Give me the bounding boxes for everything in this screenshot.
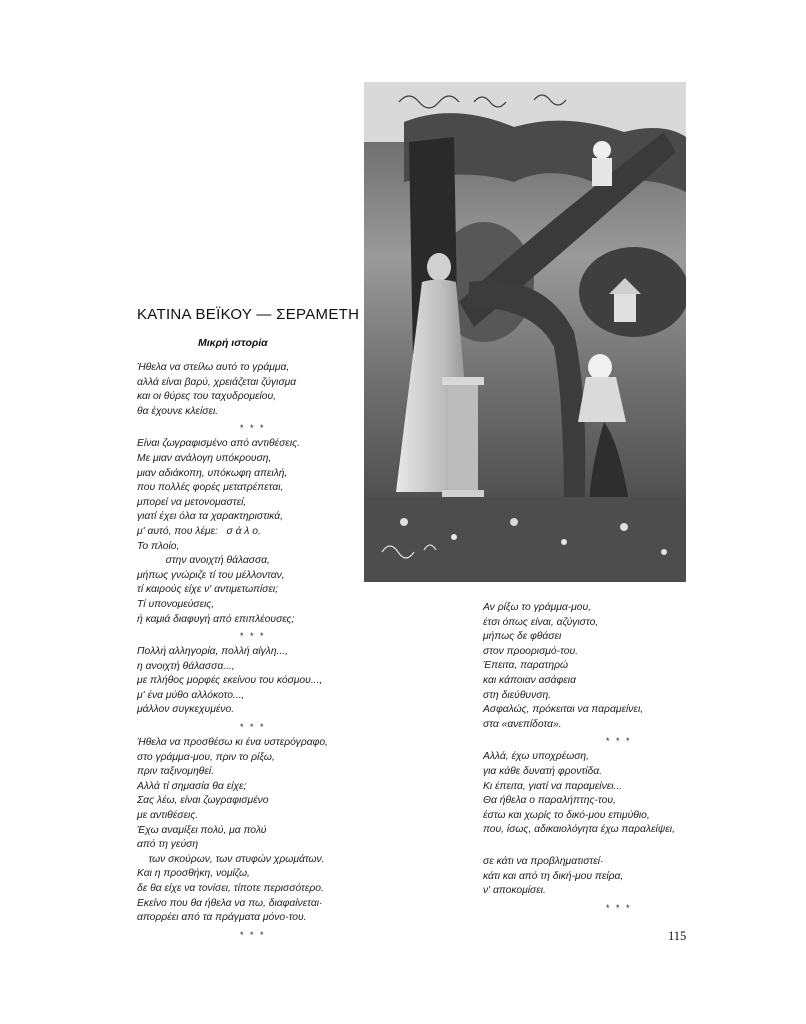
poem-line: και οι θύρες του ταχυδρομείου, <box>137 391 277 403</box>
poem-line: Ήθελα να προσθέσω κι ένα υστερόγραφο, <box>137 737 328 749</box>
poem-line: Έχω αναμίξει πολύ, μα πολύ <box>137 824 267 836</box>
poem-line: Πολλή αλληγορία, πολλή αίγλη..., <box>137 646 289 658</box>
poem-line: στη διεύθυνση. <box>483 689 552 701</box>
poem-line: Με μιαν ανάλογη υπόκρουση, <box>137 452 272 464</box>
vintage-postcard-illustration <box>364 82 686 582</box>
poem-line: Το πλοίο, <box>137 540 180 552</box>
poem-line: Είναι ζωγραφισμένο από αντιθέσεις. <box>137 438 300 450</box>
poem-line: που, ίσως, αδικαιολόγητα έχω παραλείψει, <box>483 824 675 836</box>
poem-line: Εκείνο που θα ήθελα να πω, διαφαίνεται· <box>137 897 323 909</box>
poem-line: απορρέει από τα πράγματα μόνο-του. <box>137 912 307 924</box>
poem-line: Κι έπειτα, γιατί να παραμείνει... <box>483 780 623 792</box>
poem-line: η ανοιχτή θάλασσα..., <box>137 660 235 672</box>
poem-line: Αλλά τί σημασία θα είχε; <box>137 780 247 792</box>
stanza-separator: * * * <box>240 722 266 733</box>
poem-line: των σκούρων, των στυφών χρωμάτων. <box>137 853 325 865</box>
poem-column-right-bottom <box>483 855 713 917</box>
poem-line: τί καιρούς είχε ν' αντιμετωπίσει; <box>137 584 279 596</box>
poem-line: Αν ρίξω το γράμμα-μου, <box>483 602 592 613</box>
poem-line: Τί υπονομεύσεις, <box>137 598 215 610</box>
poem-line: μάλλον συγκεχυμένο. <box>137 704 235 716</box>
poem-line: μ' αυτό, που λέμε: σ ά λ ο. <box>137 525 261 537</box>
poem-line: μιαν αδιάκοπη, υπόκωφη απειλή, <box>137 467 288 479</box>
poem-line: έστω και χωρίς το δικό-μου επιμύθιο, <box>483 809 650 821</box>
poem-line: Και η προσθήκη, νομίζω, <box>137 868 250 880</box>
poem-line: με πλήθος μορφές εκείνου του κόσμου..., <box>137 675 323 687</box>
poem-line: μήπως δε φθάσει <box>483 631 562 643</box>
author-heading: ΚΑΤΙΝΑ ΒΕΪΚΟΥ — ΣΕΡΑΜΕΤΗ <box>137 306 360 323</box>
poem-line: ή καμιά διαφυγή από επιπλέουσες; <box>137 613 295 625</box>
poem-line: ν' αποκομίσει. <box>483 885 546 897</box>
poem-line: Σας λέω, είναι ζωγραφισμένο <box>137 795 269 807</box>
poem-line: πριν ταξινομηθεί. <box>137 766 215 778</box>
postcard-image <box>364 82 686 582</box>
poem-column-right-top <box>483 601 713 838</box>
poem-line: για κάθε δυνατή φροντίδα. <box>483 765 602 777</box>
poem-line: με αντιθέσεις. <box>137 810 199 822</box>
poem-line: έτσι όπως είναι, αζύγιστο, <box>483 616 599 628</box>
poem-line: μ' ένα μύθο αλλόκοτο..., <box>137 689 245 701</box>
poem-line: αλλά είναι βαρύ, χρειάζεται ζύγισμα <box>137 376 297 388</box>
poem-line: θα έχουνε κλείσει. <box>137 405 219 417</box>
poem-title: Μικρή ιστορία <box>198 337 268 349</box>
stanza-separator: * * * <box>240 423 266 434</box>
stanza-separator: * * * <box>606 736 632 747</box>
poem-line: στον προορισμό-του. <box>483 645 579 657</box>
stanza-separator: * * * <box>606 902 632 913</box>
poem-line: Ασφαλώς, πρόκειται να παραμείνει, <box>483 704 644 716</box>
poem-line: κάτι και από τη δική-μου πείρα, <box>483 870 624 882</box>
poem-line: στο γράμμα-μου, πριν το ρίξω, <box>137 751 275 763</box>
poem-line: γιατί έχει όλα τα χαρακτηριστικά, <box>137 511 284 523</box>
poem-line: που πολλές φορές μετατρέπεται, <box>137 482 284 494</box>
stanza-separator: * * * <box>240 929 266 940</box>
poem-line: και κάποιαν ασάφεια <box>483 674 576 686</box>
poem-line: Ήθελα να στείλω αυτό το γράμμα, <box>137 362 290 373</box>
poem-line: μήπως γνώριζε τί του μέλλονταν, <box>137 569 285 581</box>
poem-line: στην ανοιχτή θάλασσα, <box>137 555 270 567</box>
stanza-separator: * * * <box>240 631 266 642</box>
poem-line: σε κάτι να προβληματιστεί· <box>483 856 604 867</box>
poem-column-left <box>137 361 367 944</box>
poem-line: μπορεί να μετονομαστεί, <box>137 496 247 508</box>
poem-line: στα «ανεπίδοτα». <box>483 718 562 730</box>
poem-line: Αλλά, έχω υποχρέωση, <box>483 751 589 763</box>
page-number: 115 <box>668 929 687 943</box>
poem-line: Θα ήθελα ο παραλήπτης-του, <box>483 795 616 807</box>
poem-line: από τη γεύση <box>137 839 199 851</box>
poem-line: Έπειτα, παρατηρώ <box>483 660 569 672</box>
poem-line: δε θα είχε να τονίσει, τίποτε περισσότερο. <box>137 883 324 894</box>
